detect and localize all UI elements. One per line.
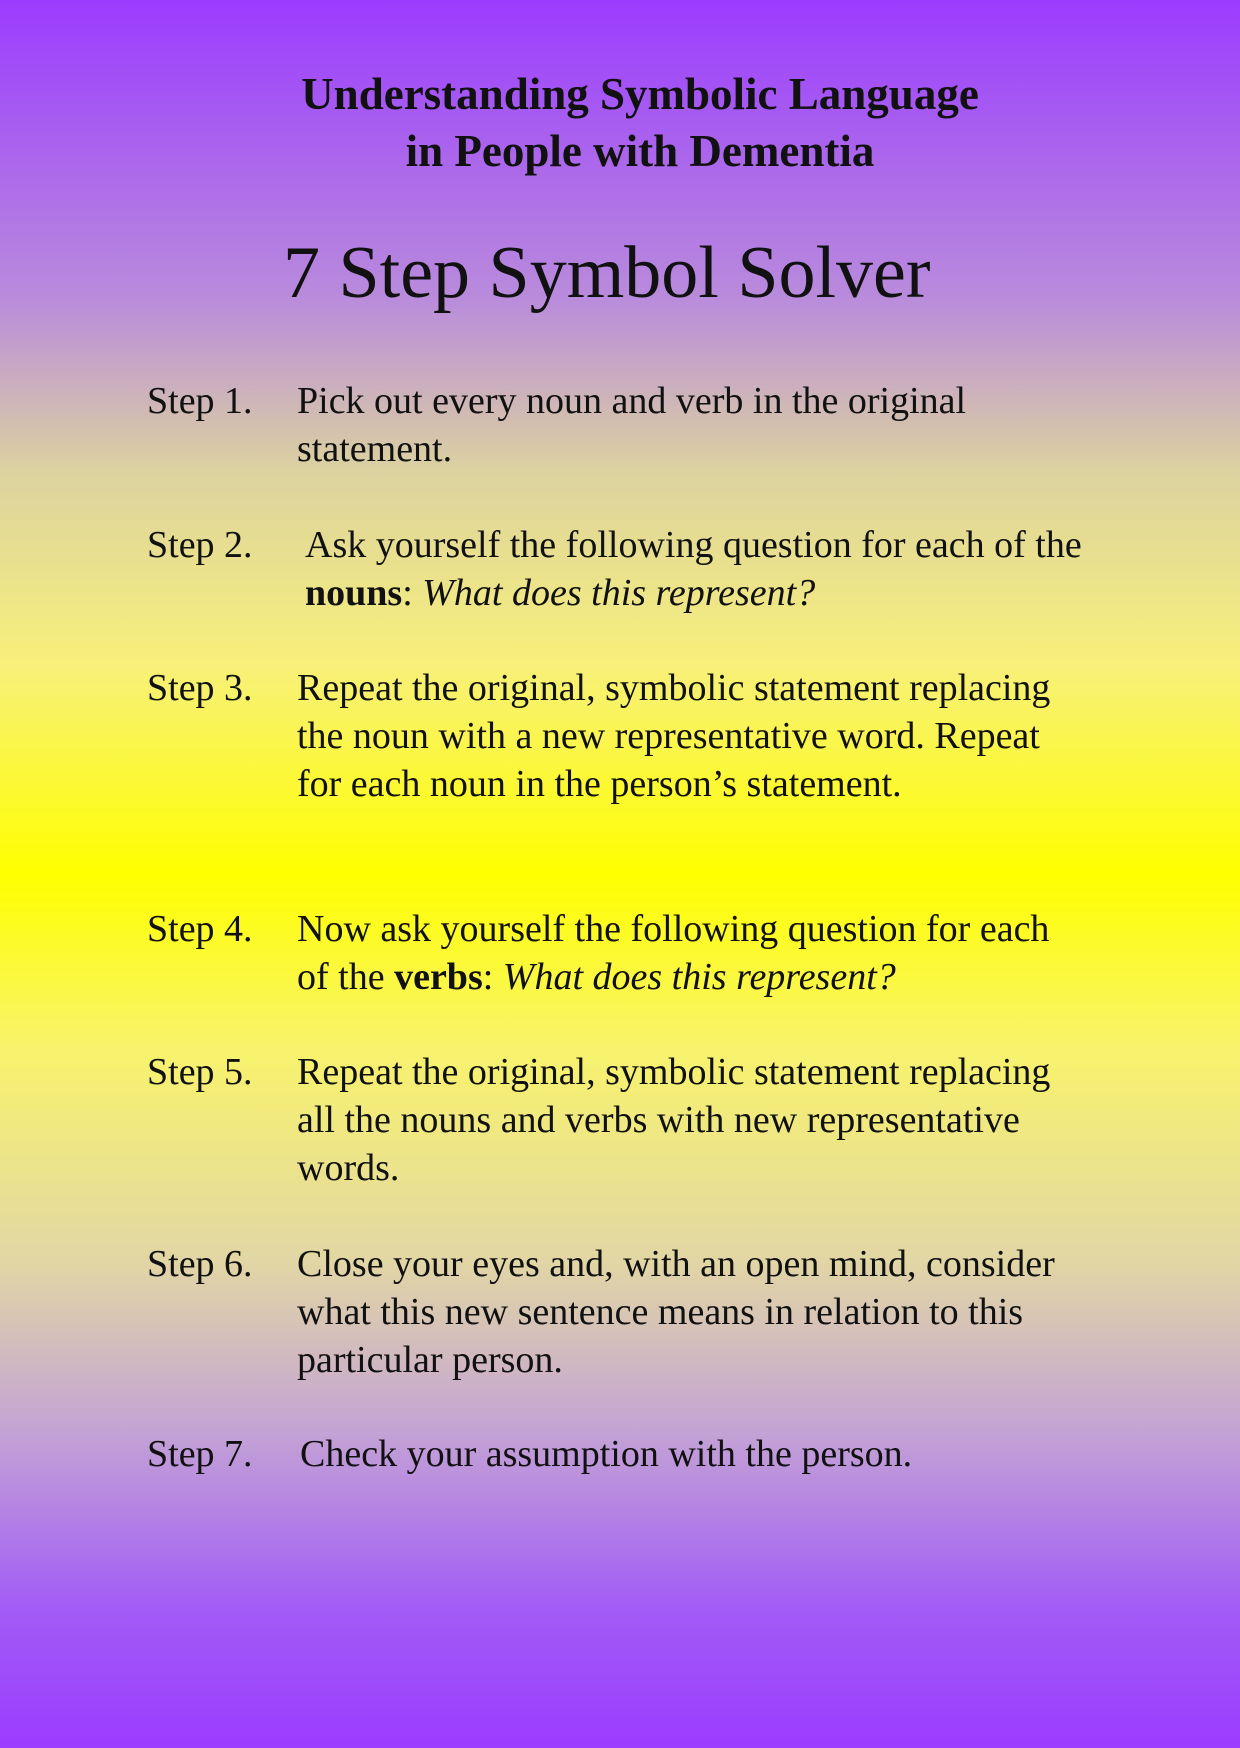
step-text: [297, 905, 1077, 1001]
step-label: Step 1.: [147, 380, 253, 422]
heading-line-2: in People with Dementia: [405, 126, 875, 176]
heading-line-1: Understanding Symbolic Language: [301, 69, 979, 119]
step-label: Step 5.: [147, 1051, 253, 1093]
step-label: Step 7.: [147, 1433, 253, 1475]
step-text: Pick out every noun and verb in the original statement.: [297, 380, 967, 470]
step-text-question: What does this represent?: [422, 572, 816, 614]
step-text: Repeat the original, symbolic statement replacing the noun with a new representative word. Repeat for each noun in the person’s statement.: [297, 667, 1051, 805]
step-text: Close your eyes and, with an open mind, consider what this new sentence means in relation to this particular person.: [297, 1243, 1055, 1381]
document-heading: [0, 66, 1240, 180]
step-label: Step 6.: [147, 1243, 253, 1285]
step-text: [305, 521, 1085, 617]
step-label: Step 4.: [147, 908, 253, 950]
step-label: Step 2.: [147, 524, 253, 566]
step-text-bold: nouns: [305, 572, 403, 614]
step-text-bold: verbs: [394, 956, 483, 998]
step-text-colon: :: [482, 956, 503, 998]
step-text: Check your assumption with the person.: [300, 1433, 913, 1475]
step-label: Step 3.: [147, 667, 253, 709]
document-subtitle: 7 Step Symbol Solver: [283, 232, 931, 314]
step-text-colon: :: [402, 572, 423, 614]
step-text-question: What does this represent?: [502, 956, 896, 998]
step-text: Repeat the original, symbolic statement replacing all the nouns and verbs with new representative words.: [297, 1051, 1051, 1189]
step-text-plain: Now ask yourself the following question for each of the: [297, 908, 1050, 998]
step-text-plain: Ask yourself the following question for each of the: [305, 524, 1082, 566]
